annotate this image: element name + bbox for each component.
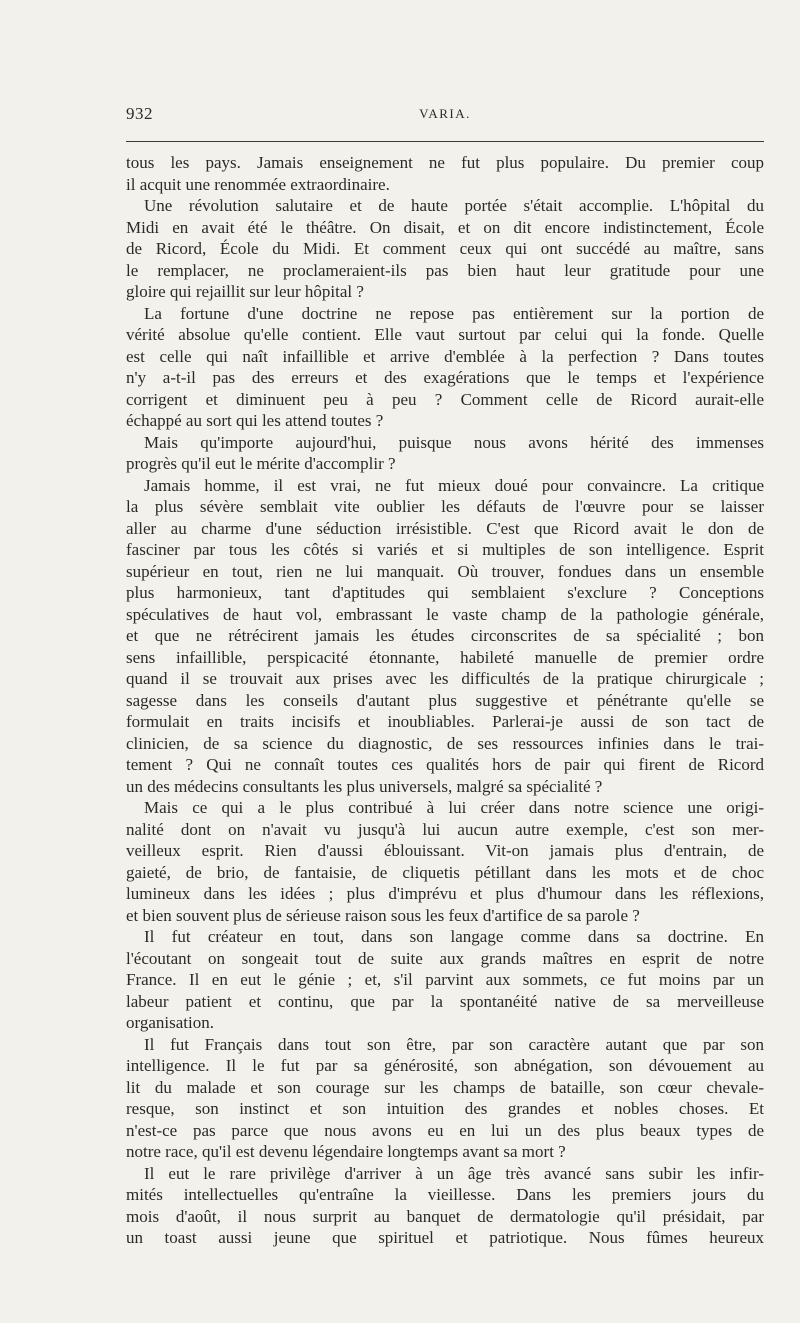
text-line: supérieur en tout, rien ne lui manquait. Où trouver, fondues dans un ensemble [126, 561, 764, 581]
text-line: et bien souvent plus de sérieuse raison sous les feux d'artifice de sa parole ? [126, 905, 640, 925]
text-line: de Ricord, École du Midi. Et comment ceux qui ont succédé au maître, sans [126, 239, 764, 258]
text-line: clinicien, de sa science du diagnostic, de ses ressources infinies dans le trai- [126, 733, 764, 753]
header-rule [126, 141, 764, 142]
text-line: Mais ce qui a le plus contribué à lui créer dans notre science une origi- [144, 798, 764, 817]
text-line: lit du malade et son courage sur les champs de bataille, son cœur chevale- [126, 1077, 764, 1097]
text-line: plus harmonieux, tant d'aptitudes qui semblaient s'exclure ? Conceptions [126, 583, 764, 602]
text-line: Il fut créateur en tout, dans son langage comme dans sa doctrine. En [144, 927, 764, 946]
paragraph [126, 1034, 764, 1163]
text-line: resque, son instinct et son intuition des grandes et nobles choses. Et [126, 1099, 764, 1118]
text-line: La fortune d'une doctrine ne repose pas entièrement sur la portion de [144, 303, 764, 323]
text-line: Mais qu'importe aujourd'hui, puisque nous avons hérité des immenses [144, 432, 764, 452]
text-line: intelligence. Il le fut par sa générosité, son abnégation, son dévouement au [126, 1056, 764, 1075]
text-line: il acquit une renommée extraordinaire. [126, 174, 390, 194]
text-line: quand il se trouvait aux prises avec les difficultés de la pratique chirurgicale ; [126, 669, 764, 688]
paragraph [126, 152, 764, 195]
text-line: un toast aussi jeune que spirituel et patriotique. Nous fûmes heureux [126, 1228, 764, 1247]
paragraph [126, 797, 764, 926]
text-line: mités intellectuelles qu'entraîne la vieillesse. Dans les premiers jours du [126, 1185, 764, 1204]
body-text [126, 152, 764, 1249]
paragraph [126, 926, 764, 1034]
text-line: formulait en traits incisifs et inoubliables. Parlerai-je aussi de son tact de [126, 712, 764, 731]
paragraph [126, 432, 764, 475]
text-line: vérité absolue qu'elle contient. Elle vaut surtout par celui qui la fonde. Quelle [126, 325, 764, 344]
paragraph [126, 475, 764, 798]
text-line: Midi en avait été le théâtre. On disait, et on dit encore indistinctement, École [126, 217, 764, 237]
text-line: tous les pays. Jamais enseignement ne fut plus populaire. Du premier coup [126, 153, 764, 172]
text-line: Une révolution salutaire et de haute portée s'était accomplie. L'hôpital du [144, 196, 764, 215]
text-line: corrigent et diminuent peu à peu ? Comment celle de Ricord aurait-elle [126, 389, 764, 409]
text-line: échappé au sort qui les attend toutes ? [126, 411, 384, 430]
page-number: 932 [126, 104, 153, 123]
text-line: labeur patient et continu, que par la spontanéité native de sa merveilleuse [126, 991, 764, 1011]
text-line: mois d'août, il nous surprit au banquet de dermatologie qu'il présidait, par [126, 1206, 764, 1226]
text-line: n'est-ce pas parce que nous avons eu en lui un des plus beaux types de [126, 1120, 764, 1140]
text-line: France. Il en eut le génie ; et, s'il parvint aux sommets, ce fut moins par un [126, 970, 764, 989]
text-line: l'écoutant on songeait tout de suite aux grands maîtres en esprit de notre [126, 948, 764, 968]
text-line: notre race, qu'il est devenu légendaire longtemps avant sa mort ? [126, 1142, 566, 1161]
text-line: spéculatives de haut vol, embrassant le vaste champ de la pathologie générale, [126, 604, 764, 624]
text-line: le remplacer, ne proclameraient-ils pas bien haut leur gratitude pour une [126, 260, 764, 280]
text-line: est celle qui naît infaillible et arrive d'emblée à la perfection ? Dans toutes [126, 346, 764, 366]
text-line: lumineux dans les idées ; plus d'imprévu et plus d'humour dans les réflexions, [126, 884, 764, 903]
paragraph [126, 1163, 764, 1249]
text-line: Jamais homme, il est vrai, ne fut mieux doué pour convaincre. La critique [144, 475, 764, 495]
text-line: sagesse dans les conseils d'autant plus suggestive et pénétrante qu'elle se [126, 690, 764, 710]
text-line: progrès qu'il eut le mérite d'accomplir ? [126, 454, 396, 473]
text-line: tement ? Qui ne connaît toutes ces qualités hors de pair qui firent de Ricord [126, 755, 764, 774]
text-line: n'y a-t-il pas des erreurs et des exagérations que le temps et l'expérience [126, 368, 764, 387]
text-line: organisation. [126, 1013, 214, 1032]
paragraph [126, 303, 764, 432]
running-head: VARIA. [419, 106, 471, 121]
text-line: aller au charme d'une séduction irrésistible. C'est que Ricord avait le don de [126, 518, 764, 538]
text-line: veilleux esprit. Rien d'aussi éblouissant. Vit-on jamais plus d'entrain, de [126, 841, 764, 860]
text-line: nalité dont on n'avait vu jusqu'à lui aucun autre exemple, c'est son mer- [126, 819, 764, 839]
paragraph [126, 195, 764, 303]
page-header [126, 104, 764, 126]
text-line: sens infaillible, perspicacité étonnante, habileté manuelle de premier ordre [126, 647, 764, 667]
text-line: Il eut le rare privilège d'arriver à un âge très avancé sans subir les infir- [144, 1163, 764, 1183]
text-line: fasciner par tous les côtés si variés et si multiples de son intelligence. Esprit [126, 540, 764, 559]
text-line: un des médecins consultants les plus universels, malgré sa spécialité ? [126, 776, 603, 796]
text-line: la plus sévère semblait vite oublier les défauts de l'œuvre pour se laisser [126, 497, 764, 516]
text-line: gaieté, de brio, de fantaisie, de cliquetis pétillant dans les mots et de choc [126, 862, 764, 882]
text-line: et que ne rétrécirent jamais les études circonscrites de sa spécialité ; bon [126, 626, 764, 645]
text-line: Il fut Français dans tout son être, par son caractère autant que par son [144, 1034, 764, 1054]
text-line: gloire qui rejaillit sur leur hôpital ? [126, 282, 364, 301]
